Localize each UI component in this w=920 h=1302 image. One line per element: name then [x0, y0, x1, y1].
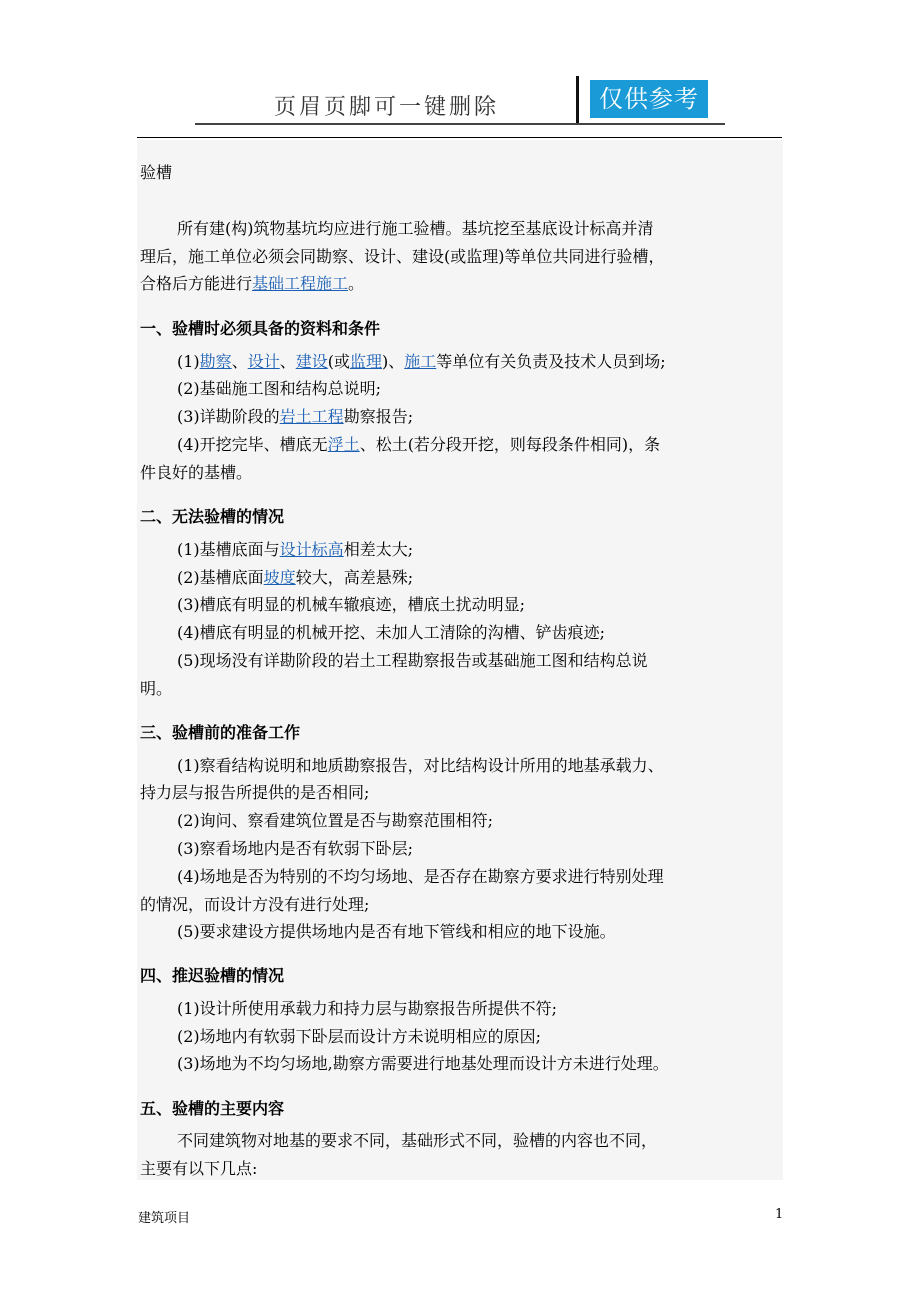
list-item: (3)槽底有明显的机械车辙痕迹，槽底土扰动明显; — [177, 595, 526, 614]
paragraph-line: 主要有以下几点: — [140, 1159, 258, 1178]
list-item: (3)详勘阶段的岩土工程勘察报告; — [177, 407, 414, 426]
list-item-cont: 持力层与报告所提供的是否相同; — [140, 783, 370, 802]
header-rule — [137, 137, 782, 138]
header-underline — [195, 123, 725, 125]
list-item: (1)基槽底面与设计标高相差太大; — [177, 540, 414, 559]
list-item-cont: 件良好的基槽。 — [140, 463, 253, 482]
list-item-cont: 明。 — [140, 679, 173, 698]
section-heading: 一、验槽时必须具备的资料和条件 — [140, 319, 381, 338]
header-text: 页眉页脚可一键删除 — [274, 95, 500, 120]
page-number: 1 — [775, 1207, 784, 1222]
list-item: (5)现场没有详勘阶段的岩土工程勘察报告或基础施工图和结构总说 — [177, 651, 648, 670]
intro-line: 合格后方能进行基础工程施工。 — [140, 274, 365, 293]
link-slope[interactable]: 坡度 — [263, 568, 296, 587]
list-item: (2)场地内有软弱下卧层而设计方未说明相应的原因; — [177, 1027, 542, 1046]
header-divider — [576, 76, 579, 124]
list-item: (5)要求建设方提供场地内是否有地下管线和相应的地下设施。 — [177, 922, 616, 941]
link-foundation-construction[interactable]: 基础工程施工 — [252, 274, 349, 293]
list-item: (1)设计所使用承载力和持力层与勘察报告所提供不符; — [177, 999, 558, 1018]
list-item: (1)察看结构说明和地质勘察报告，对比结构设计所用的地基承载力、 — [177, 756, 664, 775]
list-item: (2)询问、察看建筑位置是否与勘察范围相符; — [177, 811, 494, 830]
link-geotech[interactable]: 岩土工程 — [279, 407, 344, 426]
list-item: (3)场地为不均匀场地,勘察方需要进行地基处理而设计方未进行处理。 — [177, 1054, 669, 1073]
link-supervision[interactable]: 监理 — [350, 352, 383, 371]
doc-title: 验槽 — [140, 163, 173, 182]
list-item: (4)场地是否为特别的不均匀场地、是否存在勘察方要求进行特别处理 — [177, 867, 664, 886]
footer-label: 建筑项目 — [138, 1211, 191, 1226]
link-design-elevation[interactable]: 设计标高 — [279, 540, 344, 559]
list-item: (1)勘察、设计、建设(或监理)、施工等单位有关负责及技术人员到场; — [177, 352, 666, 371]
list-item-cont: 的情况，而设计方没有进行处理; — [140, 895, 370, 914]
list-item: (2)基槽底面坡度较大，高差悬殊; — [177, 568, 414, 587]
section-heading: 二、无法验槽的情况 — [140, 507, 285, 526]
header-banner — [195, 70, 725, 130]
list-item: (4)槽底有明显的机械开挖、未加人工清除的沟槽、铲齿痕迹; — [177, 623, 606, 642]
reference-badge: 仅供参考 — [590, 80, 708, 118]
link-survey[interactable]: 勘察 — [199, 352, 232, 371]
list-item: (4)开挖完毕、槽底无浮土、松土(若分段开挖，则每段条件相同)，条 — [177, 435, 661, 454]
link-contractor[interactable]: 施工 — [404, 352, 437, 371]
section-heading: 四、推迟验槽的情况 — [140, 966, 285, 985]
section-heading: 五、验槽的主要内容 — [140, 1099, 285, 1118]
intro-line: 理后，施工单位必须会同勘察、设计、建设(或监理)等单位共同进行验槽， — [140, 247, 665, 266]
intro-line: 所有建(构)筑物基坑均应进行施工验槽。基坑挖至基底设计标高并清 — [177, 219, 654, 238]
list-item: (2)基础施工图和结构总说明; — [177, 379, 382, 398]
document-body — [137, 140, 783, 1180]
paragraph-line: 不同建筑物对地基的要求不同，基础形式不同，验槽的内容也不同， — [177, 1131, 658, 1150]
link-construction-owner[interactable]: 建设 — [295, 352, 328, 371]
link-design[interactable]: 设计 — [247, 352, 280, 371]
link-loose-soil[interactable]: 浮土 — [327, 435, 360, 454]
list-item: (3)察看场地内是否有软弱下卧层; — [177, 839, 414, 858]
section-heading: 三、验槽前的准备工作 — [140, 723, 301, 742]
